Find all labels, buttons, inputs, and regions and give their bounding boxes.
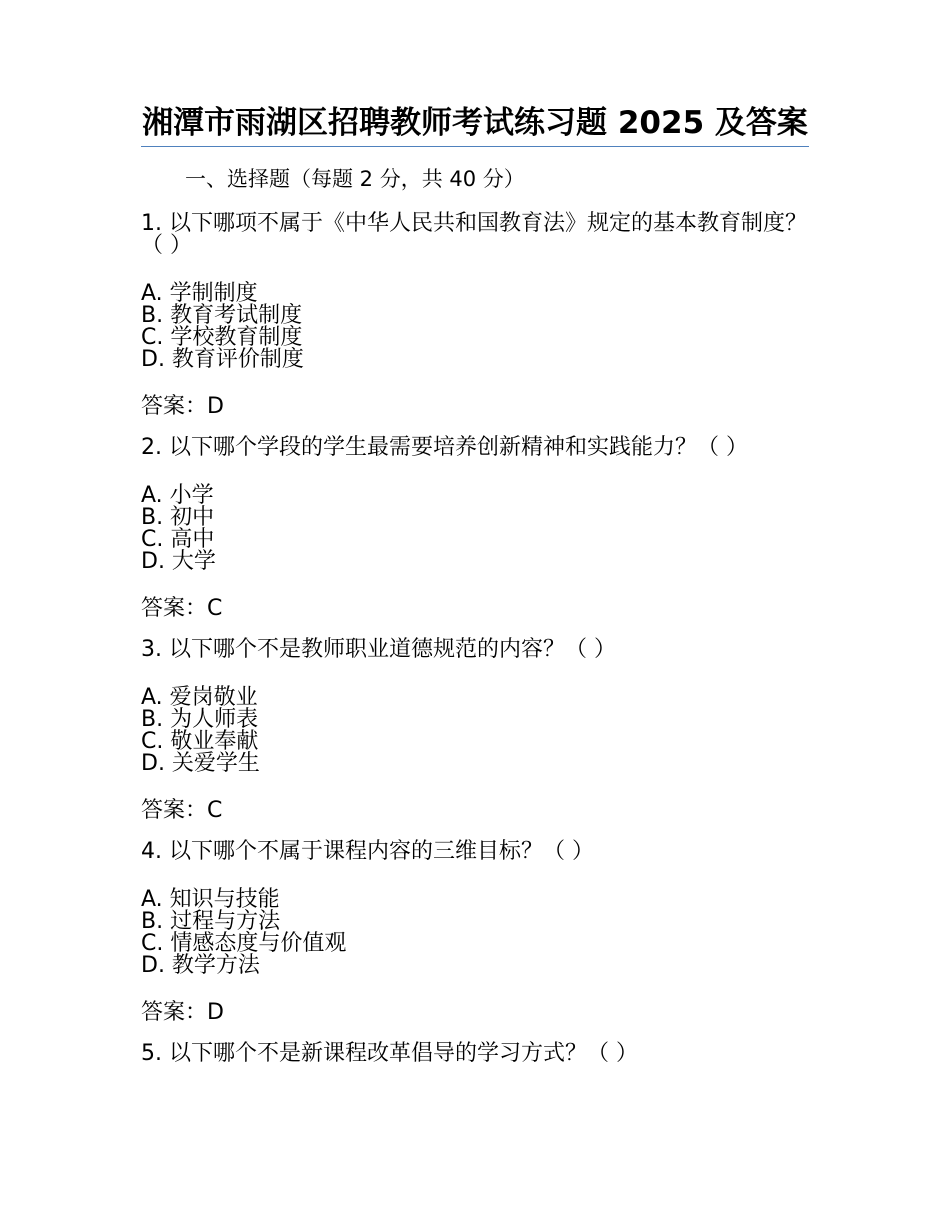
options-list: [141, 687, 809, 775]
question-5: [141, 1039, 809, 1065]
option-b: B. 初中: [141, 505, 215, 530]
title-divider: [141, 146, 809, 147]
option-d: D. 教育评价制度: [141, 347, 304, 372]
option-d: D. 关爱学生: [141, 751, 260, 776]
answer-text: 答案：C: [141, 798, 223, 823]
option-d: D. 教学方法: [141, 953, 260, 978]
options-list: [141, 485, 809, 573]
option-a: A. 爱岗敬业: [141, 685, 258, 710]
option-c: C. 高中: [141, 527, 215, 552]
section-heading: 一、选择题（每题 2 分，共 40 分）: [185, 167, 525, 191]
option-c: C. 敬业奉献: [141, 729, 259, 754]
question-text: 2. 以下哪个学段的学生最需要培养创新精神和实践能力？（ ）: [141, 435, 748, 460]
question-text: 4. 以下哪个不属于课程内容的三维目标？（ ）: [141, 839, 594, 864]
answer-text: 答案：D: [141, 1000, 224, 1025]
option-a: A. 知识与技能: [141, 887, 280, 912]
question-3: [141, 635, 809, 825]
options-list: [141, 283, 809, 371]
option-b: B. 教育考试制度: [141, 303, 303, 328]
option-a: A. 学制制度: [141, 281, 258, 306]
option-b: B. 过程与方法: [141, 909, 281, 934]
options-list: [141, 889, 809, 977]
option-c: C. 情感态度与价值观: [141, 931, 347, 956]
option-c: C. 学校教育制度: [141, 325, 303, 350]
question-4: [141, 837, 809, 1027]
answer-text: 答案：C: [141, 596, 223, 621]
question-text: 3. 以下哪个不是教师职业道德规范的内容？（ ）: [141, 637, 616, 662]
question-text: 1. 以下哪项不属于《中华人民共和国教育法》规定的基本教育制度？（ ）: [141, 211, 807, 258]
answer-text: 答案：D: [141, 394, 224, 419]
option-d: D. 大学: [141, 549, 216, 574]
option-a: A. 小学: [141, 483, 214, 508]
question-1: [141, 209, 809, 421]
question-2: [141, 433, 809, 623]
document-page: [141, 100, 809, 1065]
question-text: 5. 以下哪个不是新课程改革倡导的学习方式？（ ）: [141, 1041, 638, 1066]
document-title: 湘潭市雨湖区招聘教师考试练习题 2025 及答案: [142, 105, 808, 141]
option-b: B. 为人师表: [141, 707, 259, 732]
